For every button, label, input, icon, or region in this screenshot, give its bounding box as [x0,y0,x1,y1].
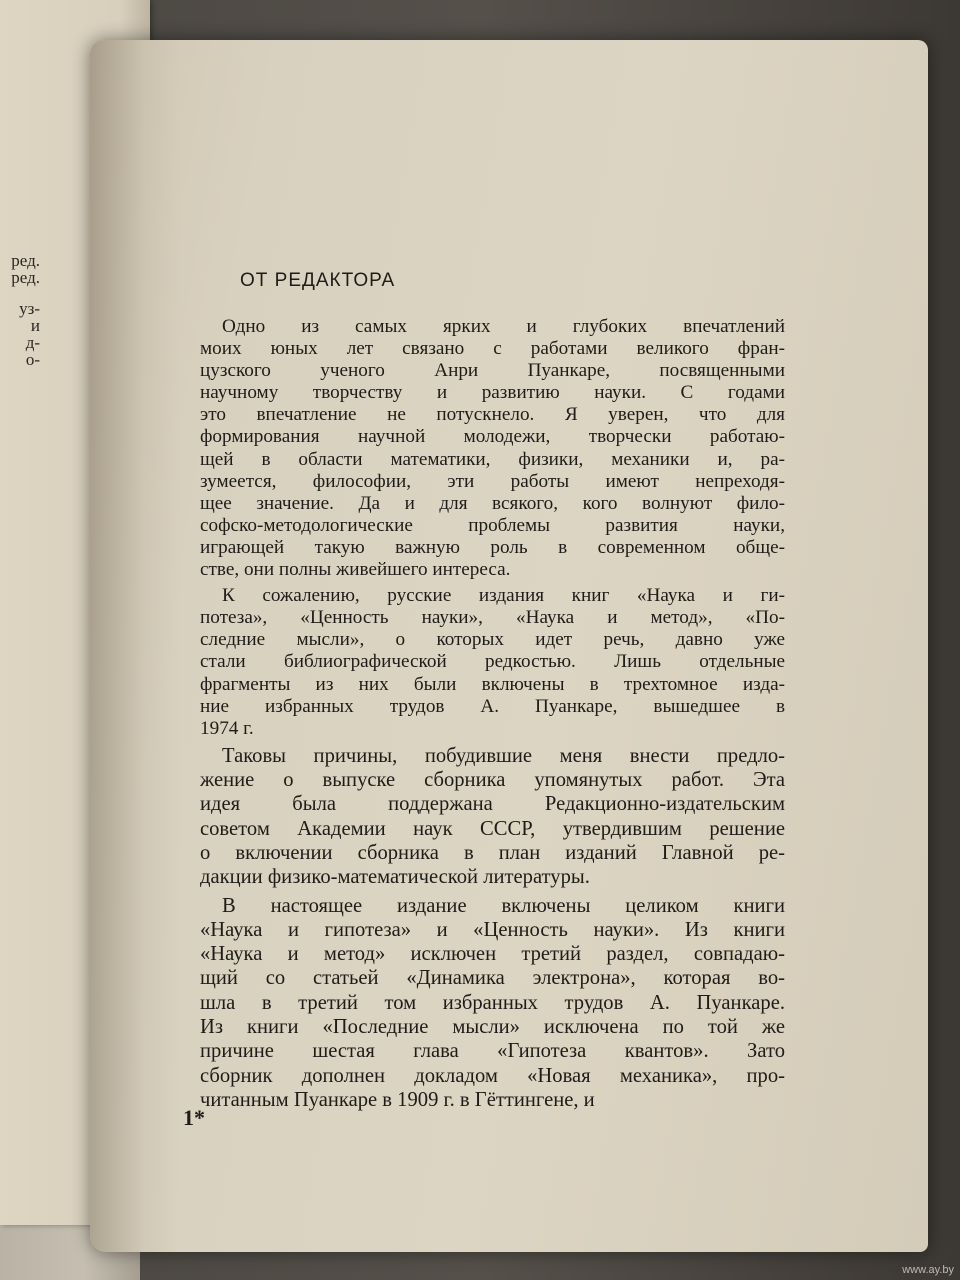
text-line: зумеется, философии, эти работы имеют непреходя- [200,470,785,492]
left-fragment-line: ред. [11,252,40,270]
text-line: Одно из самых ярких и глубоких впечатлений [222,316,785,337]
page-gutter-shadow [90,40,180,1252]
left-fragment-line: уз- [19,299,40,318]
watermark: www.ay.by [902,1264,954,1276]
text-line: советом Академии наук СССР, утвердившим решение [200,817,785,840]
text-line: стали библиографической редкостью. Лишь отдельные [200,651,785,673]
text-line: «Наука и гипотеза» и «Ценность науки». Из книги [200,918,785,941]
page-text [200,270,785,1112]
text-line: шла в третий том избранных трудов А. Пуанкаре. [200,991,785,1014]
text-line: В настоящее издание включены целиком книги [222,894,785,917]
text-line: софско-методологические проблемы развития науки, [200,514,785,536]
paragraph [200,316,785,581]
left-fragment-line: о- [25,350,40,368]
left-page-text-fragments [0,252,40,368]
text-line: формирования научной молодежи, творчески работаю- [200,426,785,448]
paragraphs [200,316,785,1112]
text-line: научному творчеству и развитию науки. С годами [200,382,785,404]
text-line: цузского ученого Анри Пуанкаре, посвященными [200,360,785,382]
left-fragment-line: и [30,316,40,335]
text-line: щее значение. Да и для всякого, кого волнуют фило- [200,492,785,514]
text-line: следние мысли», о которых идет речь, давно уже [200,629,785,651]
text-line: сборник дополнен докладом «Новая механика», про- [200,1064,785,1087]
text-line: читанным Пуанкаре в 1909 г. в Гёттингене, и [200,1088,595,1111]
text-line: причине шестая глава «Гипотеза квантов». Зато [200,1040,785,1063]
text-line: о включении сборника в план изданий Главной ре- [200,841,785,864]
text-line: 1974 г. [200,717,254,739]
text-line: фрагменты из них были включены в трехтомное изда- [200,673,785,695]
text-line: моих юных лет связано с работами великого фран- [200,338,785,360]
text-line: это впечатление не потускнело. Я уверен, что для [200,404,785,426]
text-line: ние избранных трудов А. Пуанкаре, вышедшее в [200,695,785,717]
text-line: потеза», «Ценность науки», «Наука и метод», «По- [200,607,785,629]
text-line: жение о выпуске сборника упомянутых работ. Эта [200,769,785,792]
text-line: Из книги «Последние мысли» исключена по той же [200,1016,785,1039]
text-line: К сожалению, русские издания книг «Наука и ги- [222,585,785,607]
section-heading: ОТ РЕДАКТОРА [240,270,396,291]
paragraph [200,744,785,890]
text-line: идея была поддержана Редакционно-издательским [200,793,785,816]
text-line: Таковы причины, побудившие меня внести предло- [222,744,785,767]
left-fragment-line: ред. [11,268,40,287]
text-line: щей в области математики, физики, механики и, ра- [200,448,785,470]
text-line: стве, они полны живейшего интереса. [200,559,511,581]
left-fragment-line: д- [25,333,40,352]
paragraph [200,585,785,740]
text-line: дакции физико-математической литературы. [200,866,590,889]
book-page [90,40,928,1252]
text-line: играющей такую важную роль в современном обще- [200,536,785,558]
text-line: щий со статьей «Динамика электрона», которая во- [200,967,785,990]
text-line: «Наука и метод» исключен третий раздел, совпадаю- [200,943,785,966]
paragraph [200,894,785,1113]
signature-mark: 1* [183,1105,205,1130]
